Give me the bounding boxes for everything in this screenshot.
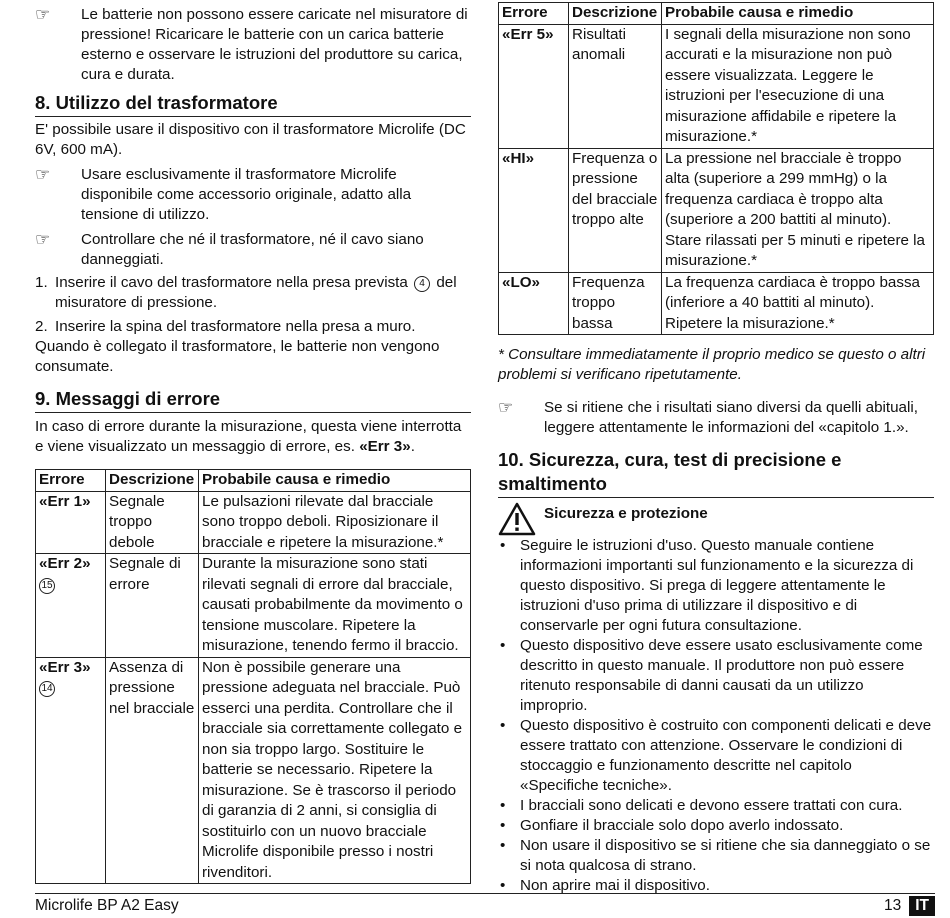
bullet-text: Seguire le istruzioni d'uso. Questo manuale contiene informazioni importanti sul funzionamento e la sicurezza di questo dispositivo. Si prega di leggere attentamente le istruzioni d'uso prima di utilizzare il dispositivo e di conservarle per ogni futura consultazione. [520, 537, 914, 634]
error-table-right [498, 2, 934, 335]
table-row [36, 491, 471, 554]
table-row [499, 148, 934, 272]
header-errore: Errore [36, 470, 106, 492]
bullet-icon: • [500, 537, 506, 554]
error-code: «Err 1» [39, 492, 91, 510]
hint-check-cable [35, 230, 471, 270]
bullet-icon: • [500, 797, 506, 814]
bullet-icon: • [500, 877, 506, 894]
header-descrizione: Descrizione [106, 470, 199, 492]
list-item [498, 836, 934, 876]
intro-text: In caso di errore durante la misurazione, questa viene interrotta e viene visualizzato un messaggio di errore, es. [35, 418, 462, 455]
remedy-cell: La pressione nel bracciale è troppo alta (superiore a 299 mmHg) o la frequenza cardiaca è troppo alta (superiore a 200 battiti al minuto). Stare rilassati per 5 minuti e ripetere la misurazione.* [662, 148, 934, 272]
bullet-text: Non usare il dispositivo se si ritiene che sia danneggiato o se si nota qualcosa di strano. [520, 837, 931, 874]
step-number: 1. [35, 274, 48, 291]
pointing-hand-icon: ☞ [35, 230, 51, 249]
reference-number: 14 [39, 681, 55, 697]
description-cell: Frequenza o pressione del bracciale troppo alte [569, 148, 662, 272]
remedy-cell: Non è possibile generare una pressione adeguata nel bracciale. Può esserci una perdita. Controllare che il bracciale sia correttamente collegato e non sia troppo largo. Sostituire le batterie se necessario. Ripetere la misurazione. Se è trascorso il periodo di garanzia di 2 anni, si consiglia di sostituirlo con un nuovo bracciale Microlife disponibile presso i nostri rivenditori. [199, 657, 471, 884]
reference-number: 15 [39, 578, 55, 594]
bullet-list [498, 536, 934, 896]
intro-end: . [410, 438, 415, 455]
bullet-text: Questo dispositivo è costruito con componenti delicati e deve essere trattato con attenzione. Osservare le condizioni di stoccaggio e funzionamento descritte nel capitolo «Specifiche tecniche». [520, 717, 932, 794]
pointing-hand-icon: ☞ [35, 5, 51, 24]
list-item [498, 716, 934, 796]
hint-results [498, 398, 934, 438]
step-1 [35, 273, 471, 313]
section-8-intro: E' possibile usare il dispositivo con il trasformatore Microlife (DC 6V, 600 mA). [35, 121, 466, 158]
section-10-title: 10. Sicurezza, cura, test di precisione e smaltimento [498, 448, 934, 498]
footnote: * Consultare immediatamente il proprio medico se questo o altri problemi si verificano ripetutamente. [498, 346, 926, 383]
error-code-cell [36, 657, 106, 884]
hint-text: Controllare che né il trasformatore, né il cavo siano danneggiati. [81, 231, 424, 268]
step-number: 2. [35, 318, 48, 335]
step-text-b: del misuratore di pressione. [55, 274, 457, 311]
bullet-icon: • [500, 837, 506, 854]
pointing-hand-icon: ☞ [35, 165, 51, 184]
reference-number: 4 [414, 276, 430, 292]
hint-text: Se si ritiene che i risultati siano diversi da quelli abituali, leggere attentamente le informazioni del «capitolo 1.». [544, 399, 918, 436]
language-badge: IT [909, 896, 935, 916]
bullet-text: Questo dispositivo deve essere usato esclusivamente come descritto in questo manuale. Il produttore non può essere ritenuto responsabile di danni causati da un utilizzo improprio. [520, 637, 923, 714]
header-causa: Probabile causa e rimedio [199, 470, 471, 492]
description-cell: Segnale di errore [106, 554, 199, 658]
step-text [55, 273, 471, 313]
error-code: «Err 2» [39, 555, 91, 572]
section-8-title: 8. Utilizzo del trasformatore [35, 91, 471, 117]
section-8-outro: Quando è collegato il trasformatore, le batterie non vengono consumate. [35, 338, 440, 375]
error-code-cell: «LO» [499, 272, 569, 335]
hint-text: Le batterie non possono essere caricate nel misuratore di pressione! Ricaricare le batterie con un carica batterie esterno e osservare le istruzioni del produttore su carica, cura e durata. [81, 6, 468, 83]
table-row [36, 657, 471, 884]
warning-heading [498, 502, 934, 536]
warning-triangle-icon [498, 502, 536, 536]
footer-product-name: Microlife BP A2 Easy [35, 897, 179, 914]
hint-transformer [35, 165, 471, 225]
list-item [498, 816, 934, 836]
header-errore: Errore [499, 3, 569, 25]
error-code-cell [36, 491, 106, 554]
section-9-intro [35, 417, 471, 457]
bullet-icon: • [500, 817, 506, 834]
error-code-cell: «Err 5» [499, 24, 569, 148]
step-text-a: Inserire il cavo del trasformatore nella presa prevista [55, 274, 408, 291]
error-table-left [35, 469, 471, 884]
list-item [498, 796, 934, 816]
bullet-icon: • [500, 717, 506, 734]
table-header-row [36, 470, 471, 492]
page-number: 13 [883, 897, 902, 914]
remedy-cell: Le pulsazioni rilevate dal bracciale sono troppo deboli. Riposizionare il bracciale e ripetere la misurazione.* [199, 491, 471, 554]
hint-batteries [35, 5, 471, 85]
pointing-hand-icon: ☞ [498, 398, 514, 417]
header-causa: Probabile causa e rimedio [662, 3, 934, 25]
table-row [499, 272, 934, 335]
step-text: Inserire la spina del trasformatore nella presa a muro. [55, 318, 416, 335]
right-column [498, 0, 934, 896]
table-row [499, 24, 934, 148]
section-9-title: 9. Messaggi di errore [35, 387, 471, 413]
remedy-cell: Durante la misurazione sono stati rilevati segnali di errore dal bracciale, causati probabilmente da movimento o tensione muscolare. Ripetere la misurazione, tenendo fermo il braccio. [199, 554, 471, 658]
bullet-text: I bracciali sono delicati e devono essere trattati con cura. [520, 797, 903, 814]
bullet-icon: • [500, 637, 506, 654]
page-footer [35, 893, 935, 914]
step-2 [35, 317, 471, 337]
error-code-example: «Err 3» [359, 438, 411, 455]
list-item [498, 536, 934, 636]
header-descrizione: Descrizione [569, 3, 662, 25]
remedy-cell: I segnali della misurazione non sono accurati e la misurazione non può essere visualizzata. Leggere le istruzioni per l'esecuzione di una misurazione affidabile e ripetere la misurazione.* [662, 24, 934, 148]
footer-page-info [884, 896, 935, 916]
list-item [498, 636, 934, 716]
error-code: «Err 3» [39, 658, 91, 676]
table-row [36, 554, 471, 658]
hint-text: Usare esclusivamente il trasformatore Microlife disponibile come accessorio originale, adatto alla tensione di utilizzo. [81, 166, 412, 223]
description-cell: Risultati anomali [569, 24, 662, 148]
remedy-cell: La frequenza cardiaca è troppo bassa (inferiore a 40 battiti al minuto). Ripetere la misurazione.* [662, 272, 934, 335]
bullet-text: Non aprire mai il dispositivo. [520, 877, 710, 894]
description-cell: Segnale troppo debole [106, 491, 199, 554]
description-cell: Assenza di pressione nel bracciale [106, 657, 199, 884]
bullet-text: Gonfiare il bracciale solo dopo averlo indossato. [520, 817, 844, 834]
table-header-row [499, 3, 934, 25]
warning-title: Sicurezza e protezione [544, 505, 708, 522]
description-cell: Frequenza troppo bassa [569, 272, 662, 335]
error-code-cell [36, 554, 106, 658]
error-code-cell: «HI» [499, 148, 569, 272]
left-column [35, 0, 471, 884]
